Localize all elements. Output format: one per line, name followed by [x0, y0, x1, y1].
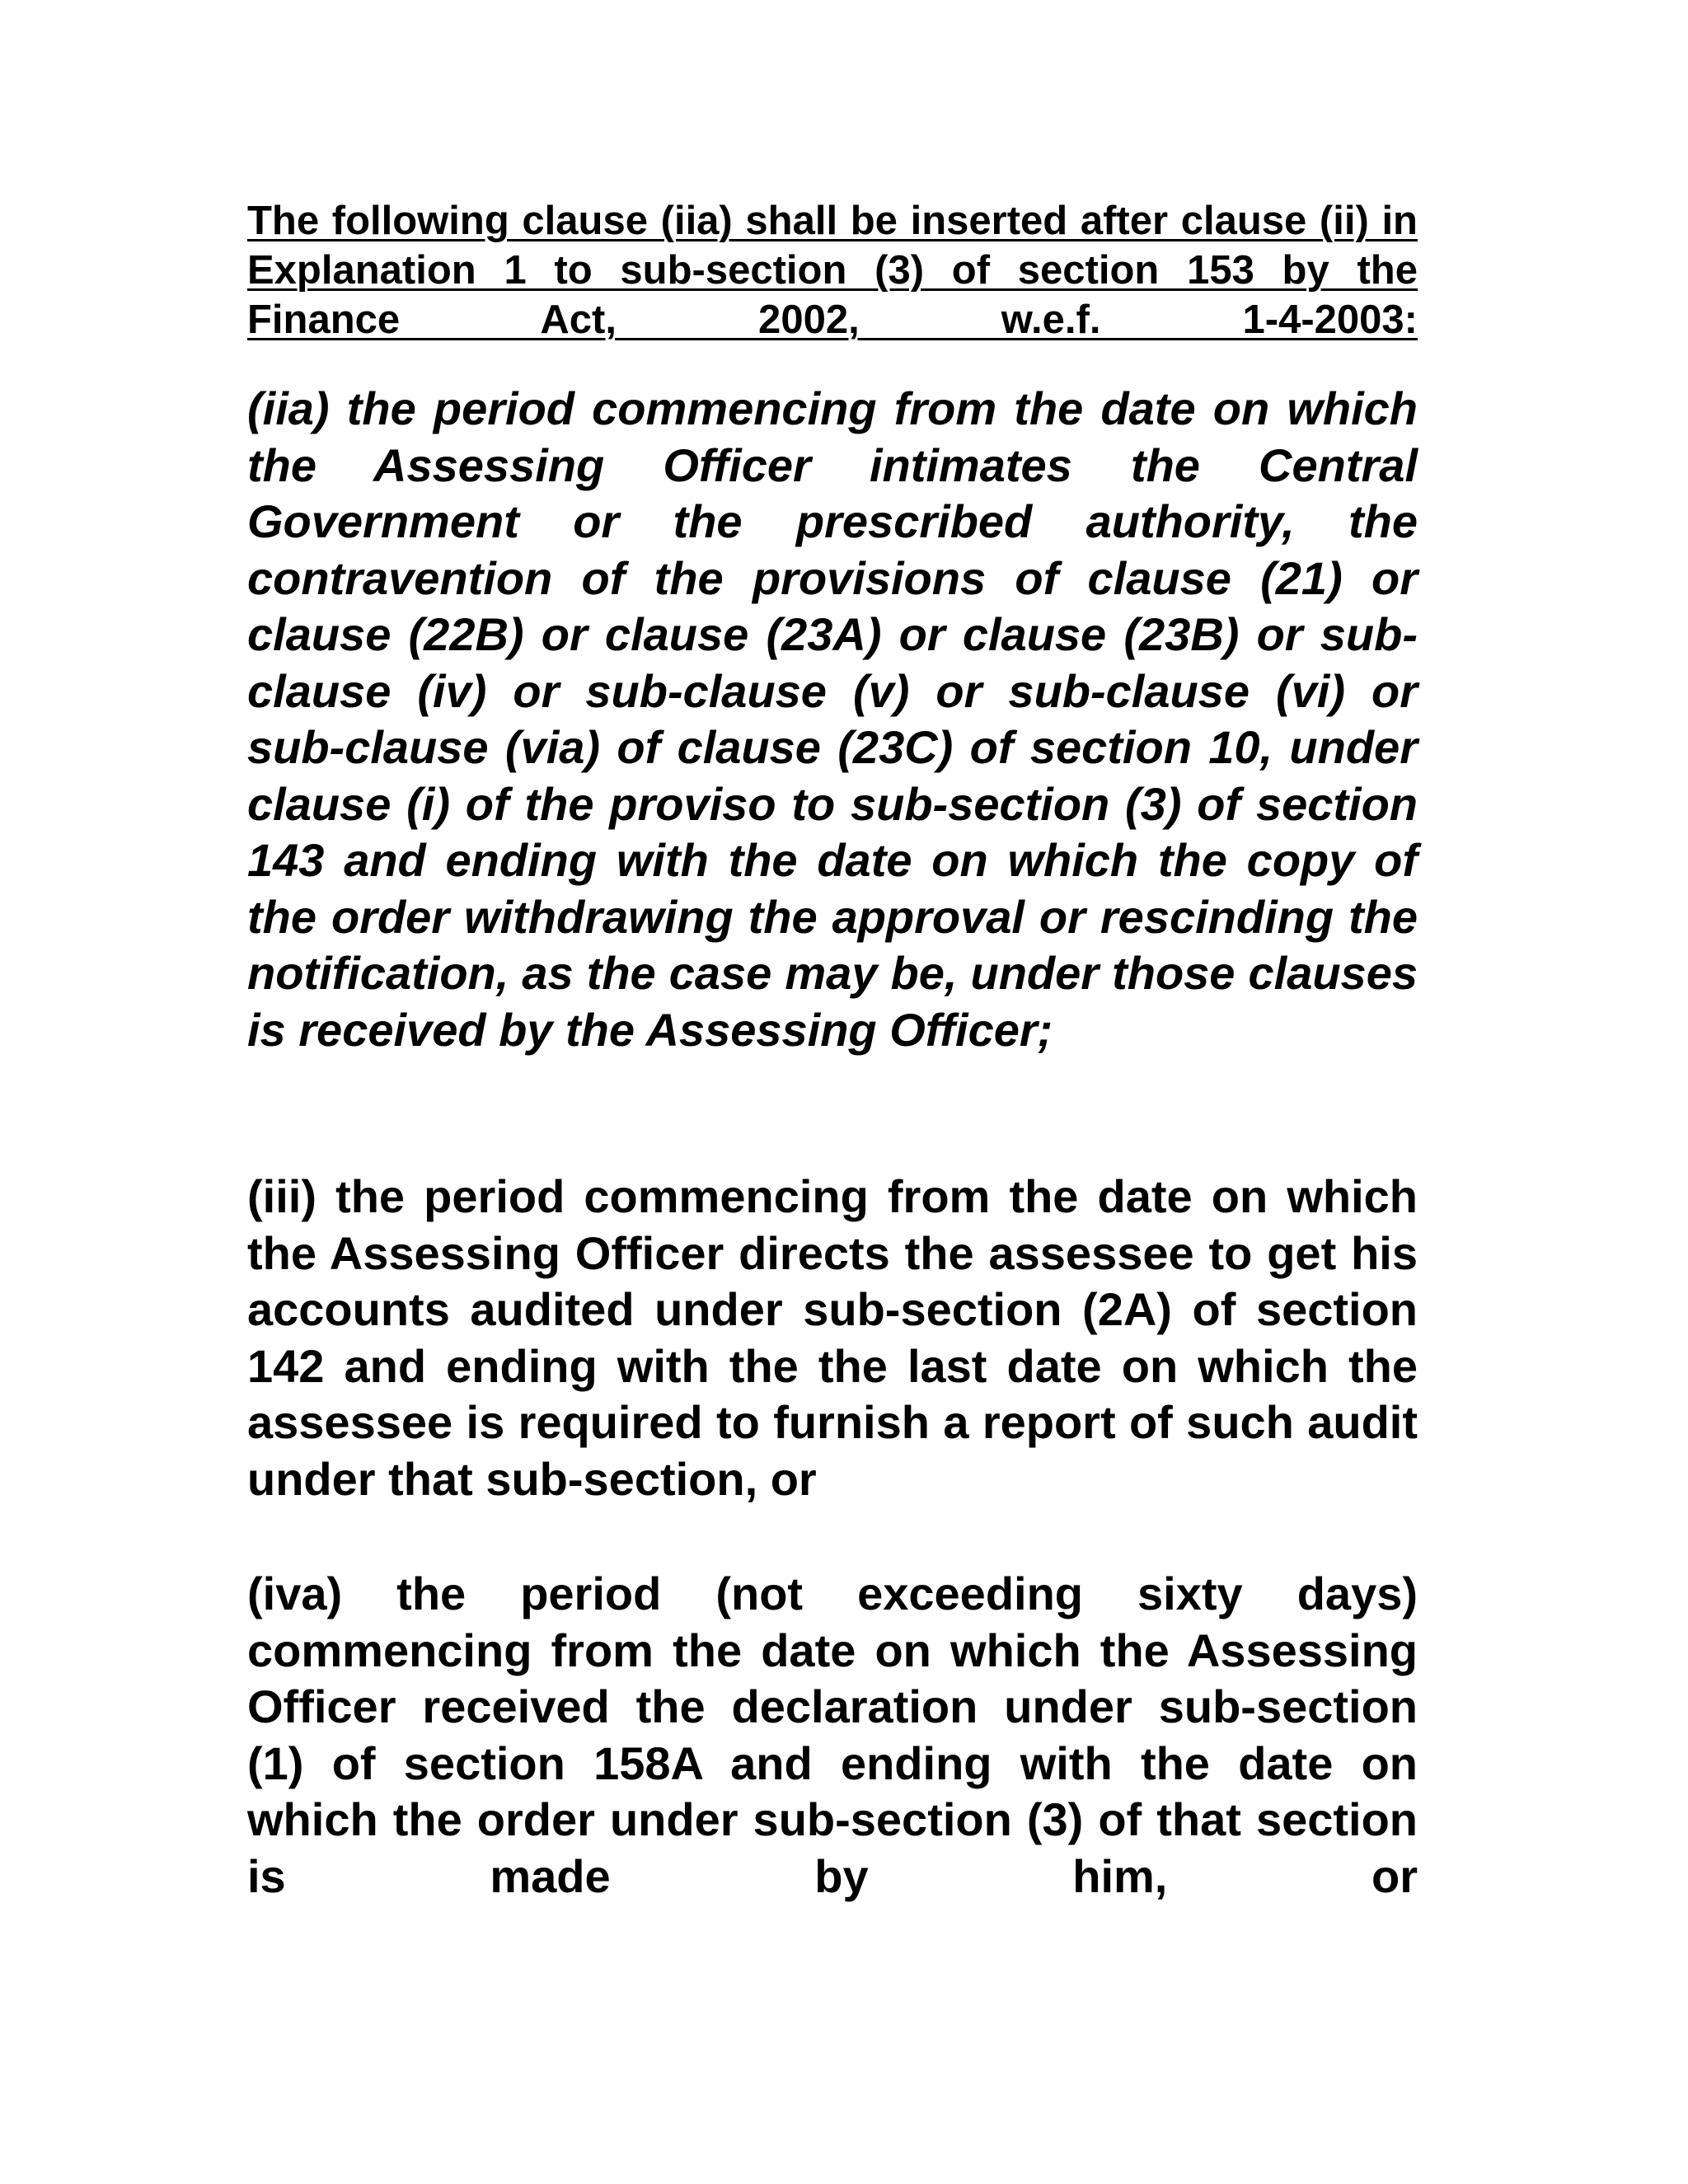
clause-iia-paragraph: (iia) the period commencing from the date on which the Assessing Officer intimates the Central Government or the prescribed authority, the contravention of the provisions of clause (21) or clause (22B) or clause (23A) or clause (23B) or sub-clause (iv) or sub-clause (v) or sub-clause (vi) or sub-clause (via) of clause (23C) of section 10, under clause (i) of the proviso to sub-section (3) of section 143 and ending with the date on which the copy of the order withdrawing the approval or rescinding the notification, as the case may be, under those clauses is received by the Assessing Officer; — [247, 382, 1418, 1056]
amendment-heading: The following clause (iia) shall be inserted after clause (ii) in Explanation 1 to sub-section (3) of section 153 by the Finance Act, 2002, w.e.f. 1-4-2003: — [247, 199, 1418, 342]
clause-iva-paragraph: (iva) the period (not exceeding sixty days) commencing from the date on which the Assessing Officer received the declaration under sub-section (1) of section 158A and ending with the date on which the order under sub-section (3) of that section is made by him, or — [247, 1568, 1418, 1902]
clause-iii-paragraph: (iii) the period commencing from the date on which the Assessing Officer directs the assessee to get his accounts audited under sub-section (2A) of section 142 and ending with the the last date on which the assessee is required to furnish a report of such audit under that sub-section, or — [247, 1170, 1418, 1505]
